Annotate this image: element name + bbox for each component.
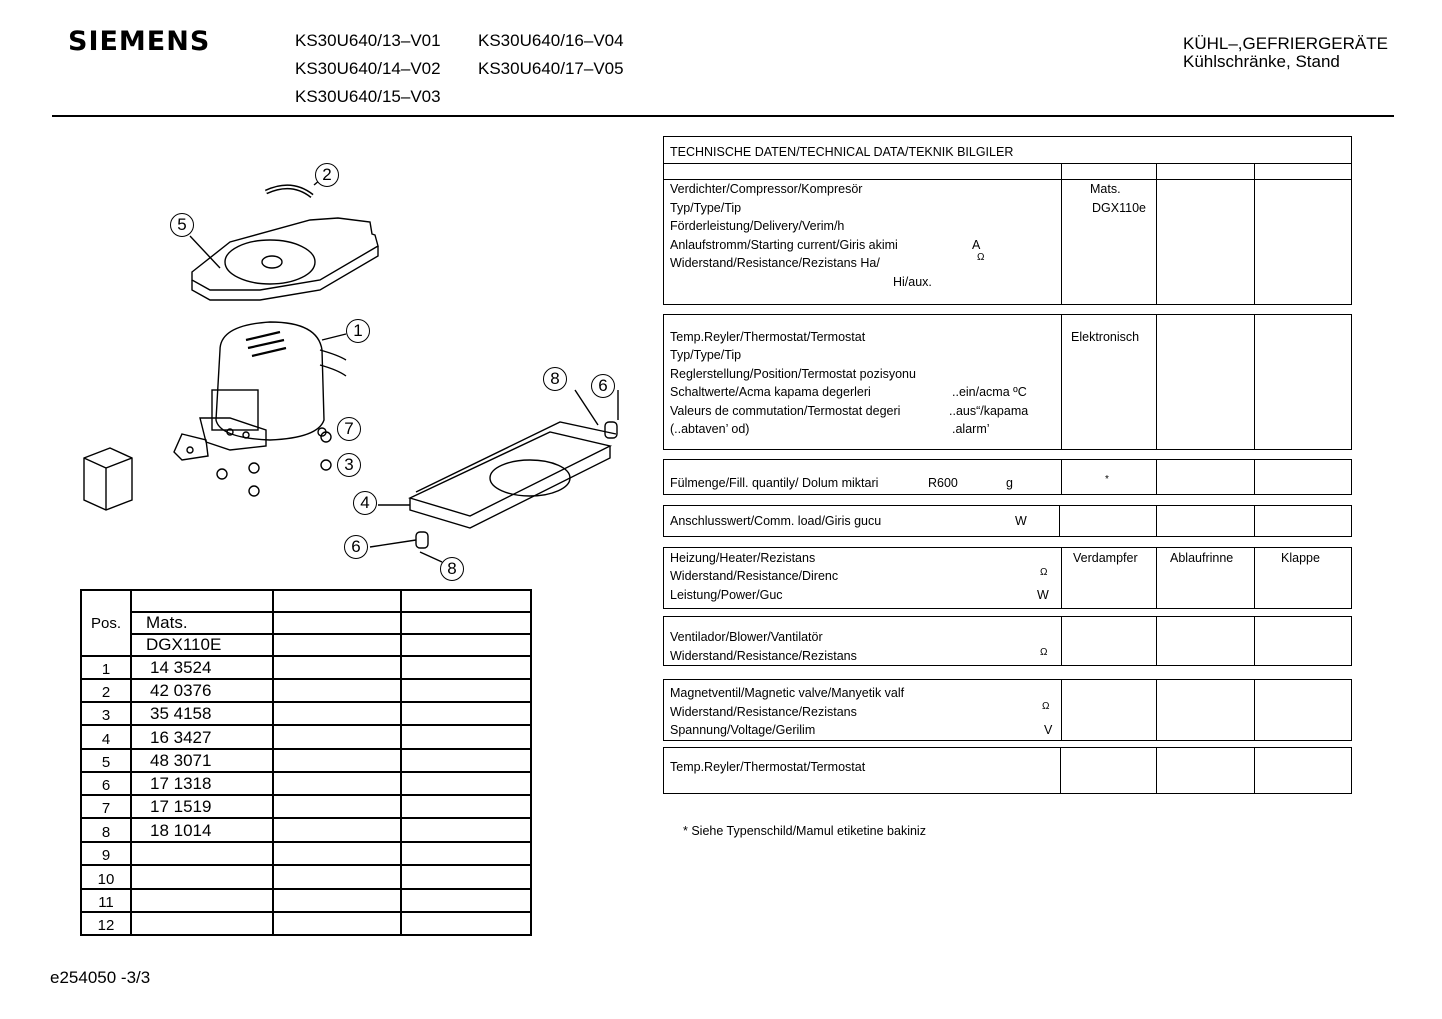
thermostat-sub: .alarm’ [952, 422, 990, 436]
table-row [81, 679, 531, 702]
document-code: e254050 -3/3 [50, 968, 151, 987]
thermostat-line: Schaltwerte/Acma kapama degerleri [670, 385, 871, 399]
part-number [131, 912, 273, 935]
heater-col: Ablaufrinne [1170, 551, 1234, 565]
pos-number: 11 [81, 889, 131, 912]
table-row [81, 842, 531, 865]
compressor-block [663, 179, 1352, 305]
valve-line: Spannung/Voltage/Gerilim [670, 723, 816, 737]
part-number: 17 1318 [131, 772, 273, 795]
heater-line: Leistung/Power/Guc [670, 588, 783, 602]
pos-number: 7 [81, 795, 131, 818]
pos-number: 1 [81, 656, 131, 679]
model-number: KS30U640/17–V05 [478, 59, 624, 78]
category-subtitle: Kühlschränke, Stand [1183, 52, 1340, 71]
compressor-line: Verdichter/Compressor/Kompresör [670, 182, 863, 196]
callout-marker: 4 [353, 491, 377, 515]
fill-value: * [1105, 474, 1109, 485]
table-row [81, 795, 531, 818]
thermostat-sub: ..aus“/kapama [949, 404, 1029, 418]
table-row [81, 818, 531, 842]
compressor-type: DGX110e [1092, 201, 1146, 215]
compressor-line: Hi/aux. [893, 275, 932, 289]
load-label: Anschlusswert/Comm. load/Giris gucu [670, 514, 882, 528]
part-number: 35 4158 [131, 702, 273, 725]
part-number: 14 3524 [131, 656, 273, 679]
compressor-line: Typ/Type/Tip [670, 201, 742, 215]
compressor-line: Widerstand/Resistance/Rezistans Ha/ [670, 256, 880, 270]
pos-number: 12 [81, 912, 131, 935]
footnote: * Siehe Typenschild/Mamul etiketine bakiniz [683, 824, 926, 838]
model-number: KS30U640/16–V04 [478, 31, 624, 50]
thermostat2-label: Temp.Reyler/Thermostat/Termostat [670, 760, 866, 774]
blower-line: Widerstand/Resistance/Rezistans [670, 649, 857, 663]
part-number [131, 865, 273, 889]
unit-label: A [972, 238, 981, 252]
unit-label: Ω [1040, 647, 1048, 658]
callout-marker: 5 [170, 213, 194, 237]
thermostat-value: Elektronisch [1071, 330, 1140, 344]
pos-number: 8 [81, 818, 131, 842]
fill-quantity-block [663, 459, 1352, 495]
unit-label: Ω [977, 252, 985, 263]
valve-line: Magnetventil/Magnetic valve/Manyetik valf [670, 686, 905, 700]
part-number: 18 1014 [131, 818, 273, 842]
compressor-line: Anlaufstromm/Starting current/Giris akimi [670, 238, 898, 252]
part-number [131, 842, 273, 865]
table-row [81, 772, 531, 795]
model-number: KS30U640/15–V03 [295, 87, 441, 106]
pos-number: 4 [81, 725, 131, 749]
unit-label: W [1037, 588, 1049, 602]
unit-label: W [1015, 514, 1027, 528]
thermostat-line: Temp.Reyler/Thermostat/Termostat [670, 330, 866, 344]
callout-marker: 1 [346, 319, 370, 343]
parts-table [80, 589, 532, 936]
fill-label: Fülmenge/Fill. quantily/ Dolum miktari [670, 476, 879, 490]
compressor-line: Förderleistung/Delivery/Verim/h [670, 219, 845, 233]
thermostat2-block [663, 747, 1352, 794]
mats-value: DGX110E [131, 634, 273, 656]
load-block [663, 505, 1352, 537]
mats-label: Mats. [131, 612, 273, 634]
heater-line: Widerstand/Resistance/Direnc [670, 569, 839, 583]
brand-logo: SIEMENS [68, 26, 211, 57]
table-row [81, 865, 531, 889]
table-row [81, 889, 531, 912]
valve-line: Widerstand/Resistance/Rezistans [670, 705, 857, 719]
table-row [81, 725, 531, 749]
model-number: KS30U640/14–V02 [295, 59, 441, 78]
heater-col: Verdampfer [1073, 551, 1138, 565]
callout-marker: 2 [315, 163, 339, 187]
category-title: KÜHL–,GEFRIERGERÄTE [1183, 34, 1388, 53]
heater-col: Klappe [1281, 551, 1320, 565]
callout-marker: 8 [440, 557, 464, 581]
tech-title: TECHNISCHE DATEN/TECHNICAL DATA/TEKNIK BILGILER [670, 145, 1014, 159]
model-number: KS30U640/13–V01 [295, 31, 441, 50]
pos-number: 6 [81, 772, 131, 795]
thermostat-line: Reglerstellung/Position/Termostat pozisyonu [670, 367, 916, 381]
blower-block [663, 616, 1352, 666]
callout-marker: 6 [591, 374, 615, 398]
tech-data-table [663, 136, 1352, 180]
thermostat-line: Typ/Type/Tip [670, 348, 742, 362]
heater-line: Heizung/Heater/Rezistans [670, 551, 816, 565]
thermostat-line: (..abtaven’ od) [670, 422, 750, 436]
refrigerant: R600 [928, 476, 958, 490]
thermostat-line: Valeurs de commutation/Termostat degeri [670, 404, 901, 418]
compressor-mats: Mats. [1090, 182, 1121, 196]
callout-marker: 6 [344, 535, 368, 559]
pos-number: 9 [81, 842, 131, 865]
callout-marker: 8 [543, 367, 567, 391]
unit-label: g [1006, 476, 1013, 490]
table-row [81, 656, 531, 679]
callout-marker: 3 [337, 453, 361, 477]
pos-number: 5 [81, 749, 131, 772]
table-row [81, 702, 531, 725]
part-number [131, 889, 273, 912]
header-divider [52, 115, 1394, 117]
unit-label: V [1044, 723, 1053, 737]
table-row [81, 749, 531, 772]
part-number: 42 0376 [131, 679, 273, 702]
part-number: 17 1519 [131, 795, 273, 818]
valve-block [663, 679, 1352, 741]
pos-number: 10 [81, 865, 131, 889]
pos-number: 3 [81, 702, 131, 725]
part-number: 48 3071 [131, 749, 273, 772]
thermostat-sub: ..ein/acma ºC [952, 385, 1027, 399]
unit-label: Ω [1040, 567, 1048, 578]
callout-marker: 7 [337, 417, 361, 441]
heater-block [663, 547, 1352, 609]
unit-label: Ω [1042, 701, 1050, 712]
table-row [81, 912, 531, 935]
blower-line: Ventilador/Blower/Vantilatör [670, 630, 823, 644]
part-number: 16 3427 [131, 725, 273, 749]
pos-header: Pos. [81, 590, 131, 656]
pos-number: 2 [81, 679, 131, 702]
thermostat-block [663, 314, 1352, 450]
